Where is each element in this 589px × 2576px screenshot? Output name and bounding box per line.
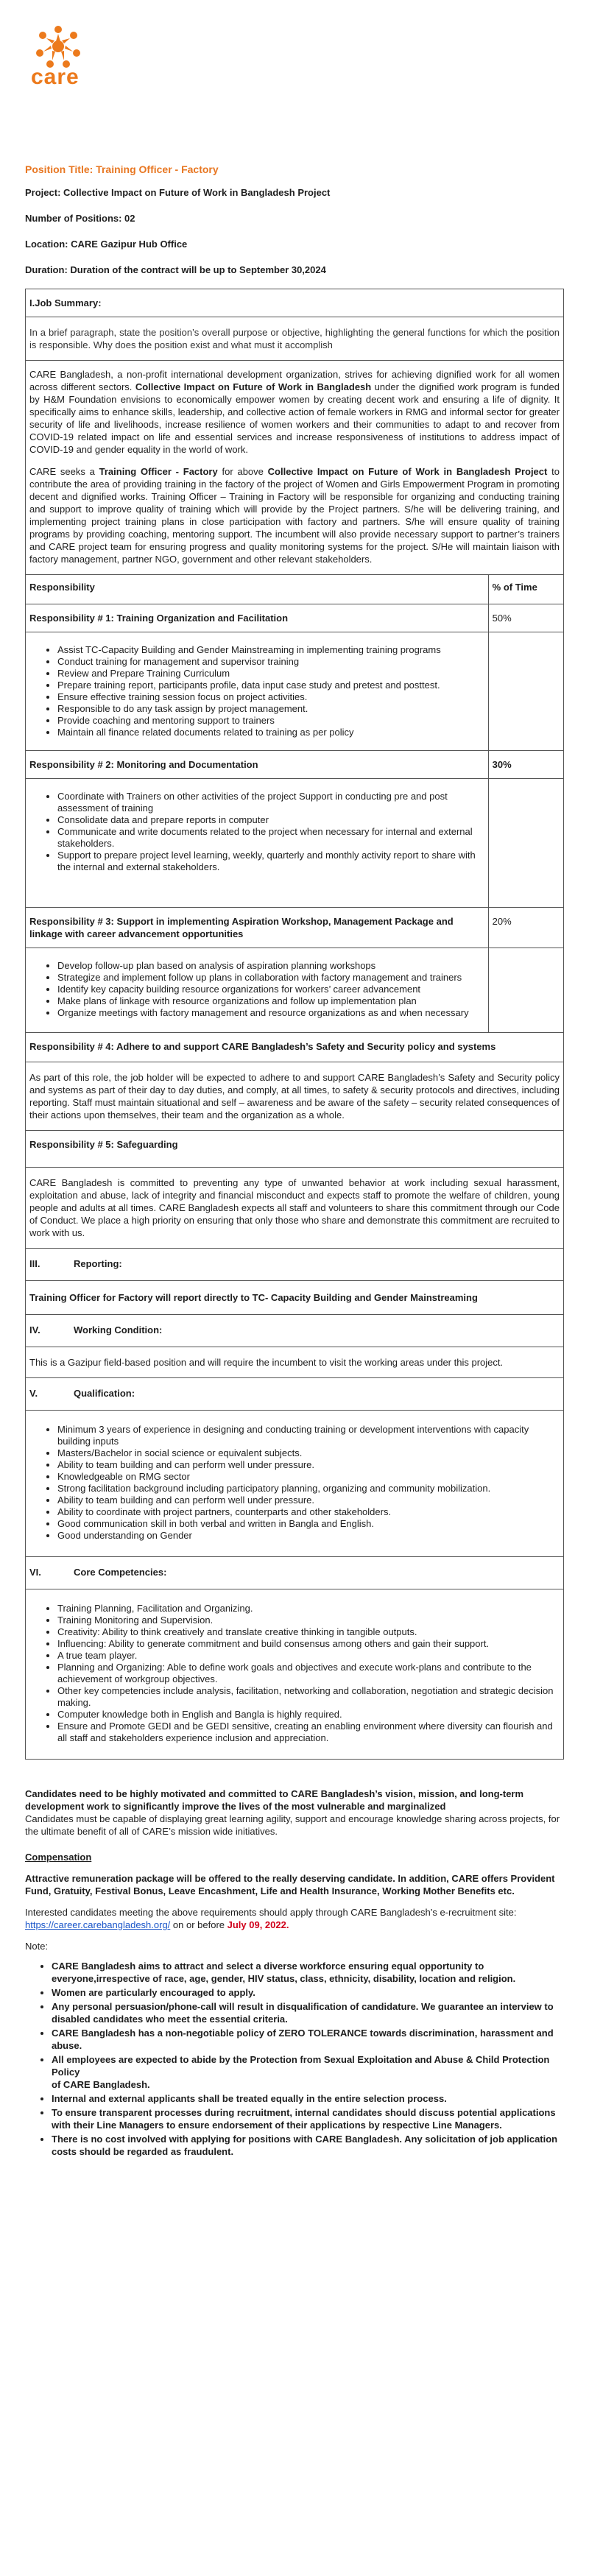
competencies-list-cell xyxy=(26,1589,564,1760)
care-logo-figures-icon xyxy=(25,24,91,69)
list-item: • Good understanding on Gender xyxy=(57,1530,560,1542)
percent-time-column-header: % of Time xyxy=(488,575,563,604)
list-item: • All employees are expected to abide by the Protection from Sexual Exploitation and Abuse & Child Protection Policy of CARE Bangladesh. xyxy=(52,2053,564,2091)
list-item: • Develop follow-up plan based on analysis of aspiration planning workshops xyxy=(57,960,484,972)
job-summary-paragraph-1 xyxy=(29,368,560,456)
list-item: • Knowledgeable on RMG sector xyxy=(57,1471,560,1483)
summary-text: to contribute the area of providing training in the factory of the project of Women and Girls Empowerment Program in promoting decent and dignified works. Training Officer – Training in Factory will be responsible for organizing and conducting training and support to improve quality of training which will provide by the Project partners. S/he will be delivering training, and implementing project training plans in close participation with factory and partners. S/he will ensure quality of training programs by providing coaching, mentoring support. The incumbent will also provide necessary support to partner’s trainers and CARE project team for ensuring progress and quality monitoring systems for the project. S/He will maintain liaison with factory management, partner NGO, government and other relevant stakeholders. xyxy=(29,466,560,565)
list-item: • Identify key capacity building resource organizations for workers’ career advancement xyxy=(57,984,484,995)
list-item: • Conduct training for management and supervisor training xyxy=(57,656,484,668)
duration-line: Duration: Duration of the contract will be up to September 30,2024 xyxy=(25,264,326,275)
list-item: • Support to prepare project level learning, weekly, quarterly and monthly activity report to share with the internal and external stakeholders. xyxy=(57,850,484,873)
responsibility-4-text: As part of this role, the job holder will be expected to adhere to and support CARE Bangladesh’s Safety and Security policy and systems as part of their day to day duties, and comply, at all times, to safety & security protocols and directives, including reporting. Staff must maintain situational and self – awareness and be aware of the safety – security related consequences of their actions upon themselves, their team and the organization as a whole. xyxy=(29,1072,560,1121)
list-item: • Review and Prepare Training Curriculum xyxy=(57,668,484,680)
list-item: • To ensure transparent processes during recruitment, internal candidates should discuss potential applications with their Line Managers to ensure endorsement of their applications by respective Line Managers. xyxy=(52,2106,564,2131)
career-site-link[interactable]: https://career.carebangladesh.org/ xyxy=(25,1919,171,1930)
list-item: • Coordinate with Trainers on other activities of the project Support in conducting pre and post assessment of training xyxy=(57,791,484,814)
responsibility-1-title: Responsibility # 1: Training Organization and Facilitation xyxy=(26,604,489,632)
job-description-table xyxy=(25,289,564,1760)
list-item: • Make plans of linkage with resource organizations and follow up implementation plan xyxy=(57,995,484,1007)
reporting-label: Reporting: xyxy=(74,1258,122,1269)
qualification-label: Qualification: xyxy=(74,1388,135,1399)
list-item: • Ensure effective training session focus on project activities. xyxy=(57,691,484,703)
working-condition-heading xyxy=(26,1315,564,1347)
position-title: Position Title: Training Officer - Factory xyxy=(25,163,219,175)
list-item: • Planning and Organizing: Able to define work goals and objectives and execute work-plans and contribute to the achievement of workgroup objectives. xyxy=(57,1662,560,1685)
list-item: • Ability to coordinate with project partners, counterparts and other stakeholders. xyxy=(57,1506,560,1518)
competencies-number: VI. xyxy=(29,1567,41,1578)
job-summary-intro: In a brief paragraph, state the position’s overall purpose or objective, highlighting the general functions for which the position is responsible. Why does the position exist and what must it accomplish xyxy=(29,327,560,350)
list-item: • Any personal persuasion/phone-call will result in disqualification of candidature. We guarantee an interview to disabled candidates who meet the essential criteria. xyxy=(52,2000,564,2025)
job-summary-heading: I.Job Summary: xyxy=(26,289,564,317)
compensation-heading: Compensation xyxy=(25,1852,92,1863)
list-item: • Maintain all finance related documents related to training as per policy xyxy=(57,727,484,738)
qualification-list xyxy=(29,1424,560,1542)
list-item: • Women are particularly encouraged to apply. xyxy=(52,1986,564,1999)
list-item: • CARE Bangladesh aims to attract and select a diverse workforce ensuring equal opportunity to everyone,irrespective of race, age, gender, HIV status, class, ethnicity, disability, location and religion. xyxy=(52,1960,564,1985)
responsibility-5-text: CARE Bangladesh is committed to preventing any type of unwanted behavior at work including sexual harassment, exploitation and abuse, lack of integrity and financial misconduct and expects staff to promote the welfare of children, young people and adults at all times. CARE Bangladesh expects all staff and volunteers to share this commitment through our Code of Conduct. We place a high priority on ensuring that only those who share and demonstrate this commitment are recruited to work with us. xyxy=(29,1177,560,1238)
list-item: • Ensure and Promote GEDI and be GEDI sensitive, creating an enabling environment where diversity can flourish and all staff and stakeholders experience inclusion and appreciation. xyxy=(57,1721,560,1744)
competencies-list xyxy=(29,1603,560,1744)
note-label: Note: xyxy=(25,1941,49,1952)
responsibility-5-text-cell xyxy=(26,1168,564,1249)
list-item: • Creativity: Ability to think creatively and translate creative thinking in tangible outputs. xyxy=(57,1626,560,1638)
list-item: • Consolidate data and prepare reports in computer xyxy=(57,814,484,826)
responsibility-1-list-cell xyxy=(26,632,489,751)
summary-text: CARE seeks a xyxy=(29,466,99,477)
competencies-label: Core Competencies: xyxy=(74,1567,167,1578)
summary-text: CARE Bangladesh, a non-profit international development organization, strives for achieving dignified work for all women across different sectors. xyxy=(29,369,560,392)
empty-cell xyxy=(488,779,563,908)
list-item: • CARE Bangladesh has a non-negotiable policy of ZERO TOLERANCE towards discrimination, harassment and abuse. xyxy=(52,2027,564,2052)
list-item: • Computer knowledge both in English and Bangla is highly required. xyxy=(57,1709,560,1721)
responsibility-4-title: Responsibility # 4: Adhere to and support CARE Bangladesh’s Safety and Security policy and systems xyxy=(26,1033,564,1062)
competencies-heading xyxy=(26,1557,564,1589)
apply-instructions xyxy=(25,1906,564,1931)
list-item: • Ability to team building and can perform well under pressure. xyxy=(57,1495,560,1506)
apply-text: on or before xyxy=(170,1919,228,1930)
working-condition-number: IV. xyxy=(29,1324,40,1335)
deadline-date: July 09, 2022. xyxy=(227,1919,289,1930)
list-item: • There is no cost involved with applying for positions with CARE Bangladesh. Any solicitation of job application costs should be regarded as fraudulent. xyxy=(52,2133,564,2158)
positions-line: Number of Positions: 02 xyxy=(25,213,135,224)
care-logo-text: care xyxy=(31,65,80,89)
project-line: Project: Collective Impact on Future of Work in Bangladesh Project xyxy=(25,187,331,198)
summary-text: under the dignified work program is funded by H&M Foundation envisions to economically empower women by creating decent work and ensuring a life of dignity. It specifically aims to enhance skills, leadership, and collective action of female workers in RMG and informal sector for greater security of life and livelihoods, increase resilience of women workers and their communities to adapt to and recover from COVID-19 related impact on life and essential services and increase responsiveness of institutions to address impact of COVID-19 and gender equality in the world of work. xyxy=(29,381,560,455)
responsibility-5-title: Responsibility # 5: Safeguarding xyxy=(26,1131,564,1168)
responsibility-2-percent: 30% xyxy=(488,751,563,779)
responsibility-3-title: Responsibility # 3: Support in implementing Aspiration Workshop, Management Package and linkage with career advancement opportunities xyxy=(26,908,489,948)
summary-role-name: Training Officer - Factory xyxy=(99,466,218,477)
list-item: • Masters/Bachelor in social science or equivalent subjects. xyxy=(57,1447,560,1459)
responsibility-2-title: Responsibility # 2: Monitoring and Documentation xyxy=(26,751,489,779)
list-item: • Responsible to do any task assign by project management. xyxy=(57,703,484,715)
list-item: • Strategize and implement follow up plans in collaboration with factory management and trainers xyxy=(57,972,484,984)
list-item: • A true team player. xyxy=(57,1650,560,1662)
qualification-heading xyxy=(26,1378,564,1411)
qualification-list-cell xyxy=(26,1411,564,1557)
compensation-text: Attractive remuneration package will be offered to the really deserving candidate. In addition, CARE offers Provident Fund, Gratuity, Festival Bonus, Leave Encashment, Life and Health Insurance, Working Mother Benefits etc. xyxy=(25,1873,555,1896)
job-meta xyxy=(25,186,564,277)
list-item: • Strong facilitation background including participatory planning, organizing and community mobilization. xyxy=(57,1483,560,1495)
responsibility-4-text-cell xyxy=(26,1062,564,1131)
list-item: • Ability to team building and can perform well under pressure. xyxy=(57,1459,560,1471)
responsibility-3-percent: 20% xyxy=(488,908,563,948)
working-condition-label: Working Condition: xyxy=(74,1324,163,1335)
list-item: • Minimum 3 years of experience in designing and conducting training or development interventions with capacity building inputs xyxy=(57,1424,560,1447)
list-item: • Provide coaching and mentoring support to trainers xyxy=(57,715,484,727)
empty-cell xyxy=(488,632,563,751)
apply-text: Interested candidates meeting the above requirements should apply through CARE Bangladesh’s e-recruitment site: xyxy=(25,1907,517,1918)
working-condition-text: This is a Gazipur field-based position and will require the incumbent to visit the working areas under this project. xyxy=(26,1347,564,1378)
summary-text: for above xyxy=(217,466,268,477)
qualification-number: V. xyxy=(29,1388,38,1399)
notes-list xyxy=(25,1960,564,2158)
reporting-heading xyxy=(26,1249,564,1281)
summary-project-name: Collective Impact on Future of Work in Bangladesh Project xyxy=(267,466,548,477)
care-logo xyxy=(25,0,564,110)
responsibility-3-list xyxy=(29,960,484,1019)
list-item: • Communicate and write documents related to the project when necessary for internal and external stakeholders. xyxy=(57,826,484,850)
list-item: • Assist TC-Capacity Building and Gender Mainstreaming in implementing training programs xyxy=(57,644,484,656)
list-item: • Prepare training report, participants profile, data input case study and pretest and posttest. xyxy=(57,680,484,691)
list-item: • Internal and external applicants shall be treated equally in the entire selection process. xyxy=(52,2092,564,2105)
list-item: • Organize meetings with factory management and resource organizations as and when necessary xyxy=(57,1007,484,1019)
job-summary-intro-cell xyxy=(26,317,564,361)
empty-cell xyxy=(488,948,563,1033)
list-item: • Influencing: Ability to generate commitment and build consensus among others and gain their support. xyxy=(57,1638,560,1650)
candidate-agility-text: Candidates must be capable of displaying great learning agility, support and encourage knowledge sharing across projects, for the ultimate benefit of all of CARE’s mission wide initiatives. xyxy=(25,1813,560,1837)
list-item: • Training Monitoring and Supervision. xyxy=(57,1615,560,1626)
responsibility-2-list-cell xyxy=(26,779,489,908)
responsibility-3-list-cell xyxy=(26,948,489,1033)
posting-footer xyxy=(25,1788,564,2158)
candidate-commitment-text: Candidates need to be highly motivated and committed to CARE Bangladesh’s vision, mission, and long-term development work to significantly improve the lives of the most vulnerable and marginalized xyxy=(25,1788,524,1812)
job-summary-body-cell xyxy=(26,361,564,575)
summary-project-name: Collective Impact on Future of Work in Bangladesh xyxy=(135,381,372,392)
responsibility-2-list xyxy=(29,791,484,873)
responsibility-1-list xyxy=(29,644,484,738)
responsibility-column-header: Responsibility xyxy=(26,575,489,604)
job-summary-paragraph-2 xyxy=(29,465,560,565)
responsibility-1-percent: 50% xyxy=(488,604,563,632)
list-item: • Other key competencies include analysis, facilitation, networking and collaboration, negotiation and strategic decision making. xyxy=(57,1685,560,1709)
list-item: • Good communication skill in both verbal and written in Bangla and English. xyxy=(57,1518,560,1530)
reporting-number: III. xyxy=(29,1258,40,1269)
reporting-text: Training Officer for Factory will report directly to TC- Capacity Building and Gender Mainstreaming xyxy=(26,1281,564,1315)
location-line: Location: CARE Gazipur Hub Office xyxy=(25,239,188,250)
list-item: • Training Planning, Facilitation and Organizing. xyxy=(57,1603,560,1615)
